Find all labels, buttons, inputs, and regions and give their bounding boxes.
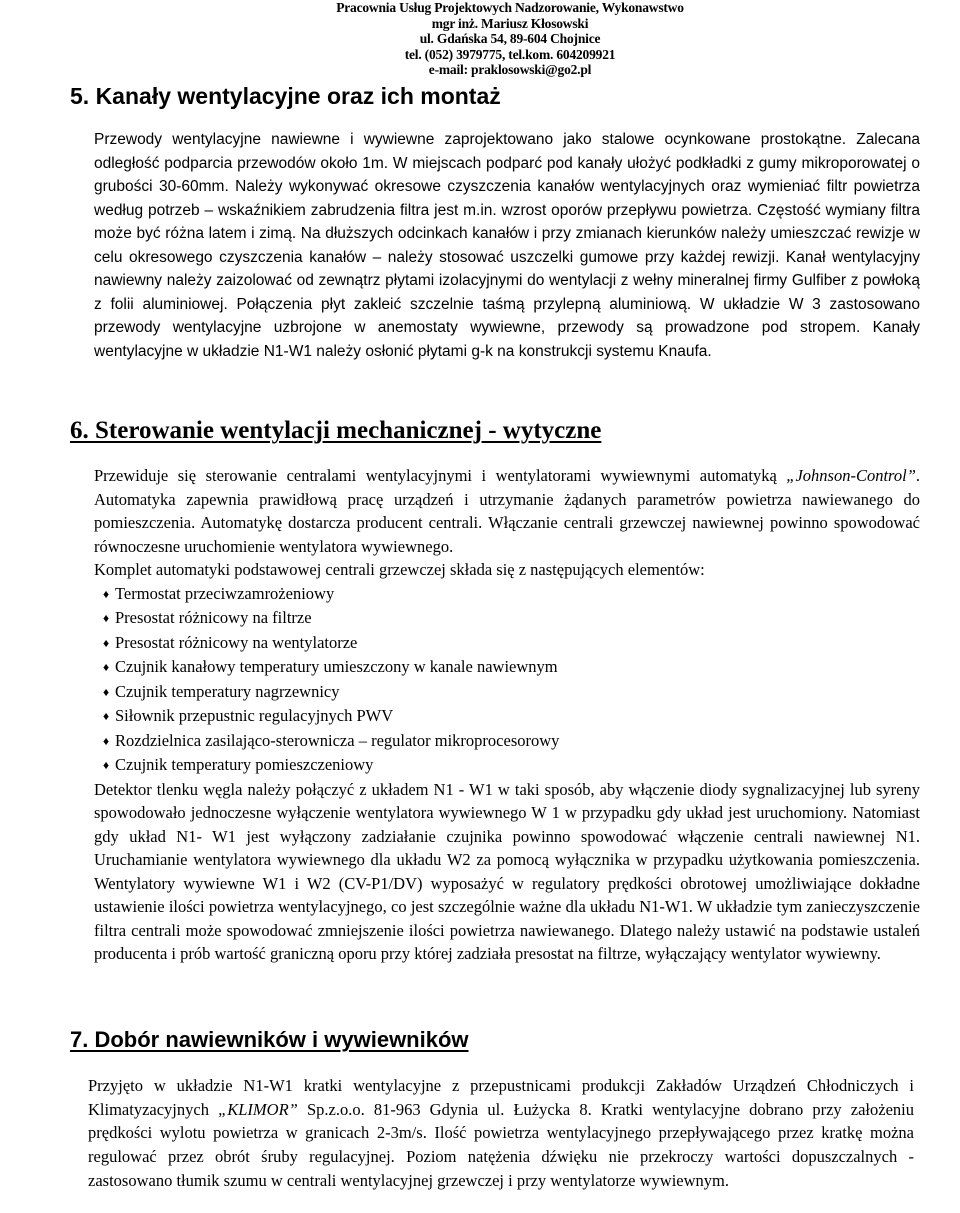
list-item-text: Czujnik kanałowy temperatury umieszczony w kanale nawiewnym xyxy=(115,657,558,676)
list-item xyxy=(94,606,920,631)
section-5-title: 5. Kanały wentylacyjne oraz ich montaż xyxy=(70,83,501,109)
list-item-text: Czujnik temperatury pomieszczeniowy xyxy=(115,755,374,774)
section-6-body xyxy=(94,464,920,966)
components-list xyxy=(94,582,920,778)
intro-text-start: Przewiduje się sterowanie centralami wentylacyjnymi i wentylatorami wywiewnymi automatyką xyxy=(94,466,787,485)
letterhead-address: ul. Gdańska 54, 89-604 Chojnice xyxy=(419,31,601,47)
components-intro: Komplet automatyki podstawowej centrali grzewczej składa się z następujących elementów: xyxy=(94,560,705,579)
klimor-name: „KLIMOR” xyxy=(218,1099,298,1119)
para-text-end: Sp.z.o.o. 81-963 Gdynia ul. Łużycka 8. Kratki wentylacyjne dobrano przy założeniu prędkości wylotu powietrza w granicach 2-3m/s. Ilość powietrza wentylacyjnego przepływającego przez kratkę można regulować przez obrót śruby regulacyjnej. Poziom natężenia dźwięku nie przekroczy wartości dopuszczalnych - zastosowano tłumik szumu w centrali wentylacyjnej grzewczej i przy wentylatorze wywiewnym. xyxy=(88,1099,914,1190)
letterhead xyxy=(330,0,690,78)
list-item xyxy=(94,631,920,656)
johnson-control-name: „Johnson-Control” xyxy=(786,466,916,485)
list-item-text: Rozdzielnica zasilająco-sterownicza – regulator mikroprocesorowy xyxy=(115,730,560,750)
diamond-bullet-icon: ♦ xyxy=(103,758,110,772)
diamond-bullet-icon: ♦ xyxy=(103,733,110,748)
para-text-start: Przyjęto w układzie N1-W1 kratki wentylacyjne z przepustnicami produkcji Zakładów Urządzeń Chłodniczych i Klimatyzacyjnych xyxy=(88,1076,914,1119)
diamond-bullet-icon: ♦ xyxy=(103,684,110,699)
list-item xyxy=(94,655,920,680)
diamond-bullet-icon: ♦ xyxy=(103,611,110,625)
list-item xyxy=(94,680,920,705)
list-item xyxy=(94,753,920,778)
list-item-text: Siłownik przepustnic regulacyjnych PWV xyxy=(115,706,394,725)
diamond-bullet-icon: ♦ xyxy=(103,709,110,723)
letterhead-owner: mgr inż. Mariusz Kłosowski xyxy=(431,15,589,31)
letterhead-phone: tel. (052) 3979775, tel.kom. 604209921 xyxy=(404,46,616,62)
list-item-text: Presostat różnicowy na wentylatorze xyxy=(115,632,358,652)
intro-text-end: . Automatyka zapewnia prawidłową pracę urządzeń i utrzymanie żądanych parametrów powietrza nawiewanego do pomieszczenia. Automatykę dostarcza producent centrali. Włączanie centrali grzewczej nawiewnej powinno spowodować równoczesne uruchomienie wentylatora wywiewnego. xyxy=(94,466,920,556)
list-item xyxy=(94,729,920,754)
list-item-text: Czujnik temperatury nagrzewnicy xyxy=(115,681,340,701)
section-6-intro xyxy=(94,464,920,558)
list-item xyxy=(94,582,920,607)
letterhead-company: Pracownia Usług Projektowych Nadzorowanie, Wykonawstwo xyxy=(336,0,684,15)
diamond-bullet-icon: ♦ xyxy=(103,635,110,650)
section-6-title: 6. Sterowanie wentylacji mechanicznej - wytyczne xyxy=(70,417,602,444)
list-item-text: Presostat różnicowy na filtrze xyxy=(115,608,312,627)
list-item-text: Termostat przeciwzamrożeniowy xyxy=(115,583,335,603)
letterhead-email: e-mail: praklosowski@go2.pl xyxy=(428,62,592,78)
diamond-bullet-icon: ♦ xyxy=(103,586,110,601)
detector-paragraph: Detektor tlenku węgla należy połączyć z układem N1 - W1 w taki sposób, aby włączenie diody sygnalizacyjnej lub syreny spowodowało jednoczesne wyłączenie wentylatora wywiewnego W 1 w przypadku gdy układ jest uruchomiony. Natomiast gdy układ N1- W1 jest wyłączony zadziałanie czujnika powinno spowodować włączenie centrali nawiewnej N1. Uruchamianie wentylatora wywiewnego dla układu W2 za pomocą wyłącznika w przypadku użytkowania pomieszczenia. Wentylatory wywiewne W1 i W2 (CV-P1/DV) wyposażyć w regulatory prędkości obrotowej umożliwiające dokładne ustawienie ilości powietrza wentylacyjnego, co jest szczególnie ważne dla układu N1-W1. W układzie tym zanieczyszczenie filtra centrali może spowodować zmniejszenie ilości powietrza nawiewanego. Dlatego należy ustawić na podstawie ustaleń producenta i prób wartość graniczną oporu przy której zadziała presostat na filtrze, wyłączający wentylator wywiewny. xyxy=(94,779,920,963)
section-7-title: 7. Dobór nawiewników i wywiewników xyxy=(70,1027,469,1052)
section-5-paragraph: Przewody wentylacyjne nawiewne i wywiewne zaprojektowano jako stalowe ocynkowane prostokątne. Zalecana odległość podparcia przewodów około 1m. W miejscach podparć pod kanały ułożyć podkładki z gumy mikroporowatej o grubości 30-60mm. Należy wykonywać okresowe czyszczenia kanałów wentylacyjnych oraz wymieniać filtr powietrza według potrzeb – wskaźnikiem zabrudzenia filtra jest m.in. wzrost oporów przepływu powietrza. Częstość wymiany filtra może być różna latem i zimą. Na dłuższych odcinkach kanałów i przy zmianach kierunków należy umieszczać rewizje w celu okresowego czyszczenia kanałów – należy stosować uszczelki gumowe przy każdej rewizji. Kanał wentylacyjny nawiewny należy zaizolować od zewnątrz płytami izolacyjnymi do wentylacji z wełny mineralnej firmy Gulfiber z powłoką z folii aluminiowej. Połączenia płyt zakleić szczelnie taśmą przylepną aluminiową. W układzie W 3 zastosowano przewody wentylacyjne uzbrojone w anemostaty wywiewne, przewody są prowadzone pod stropem. Kanały wentylacyjne w układzie N1-W1 należy osłonić płytami g-k na konstrukcji systemu Knaufa. xyxy=(94,131,920,360)
list-item xyxy=(94,704,920,729)
diamond-bullet-icon: ♦ xyxy=(103,660,110,674)
section-7-paragraph xyxy=(88,1074,914,1193)
